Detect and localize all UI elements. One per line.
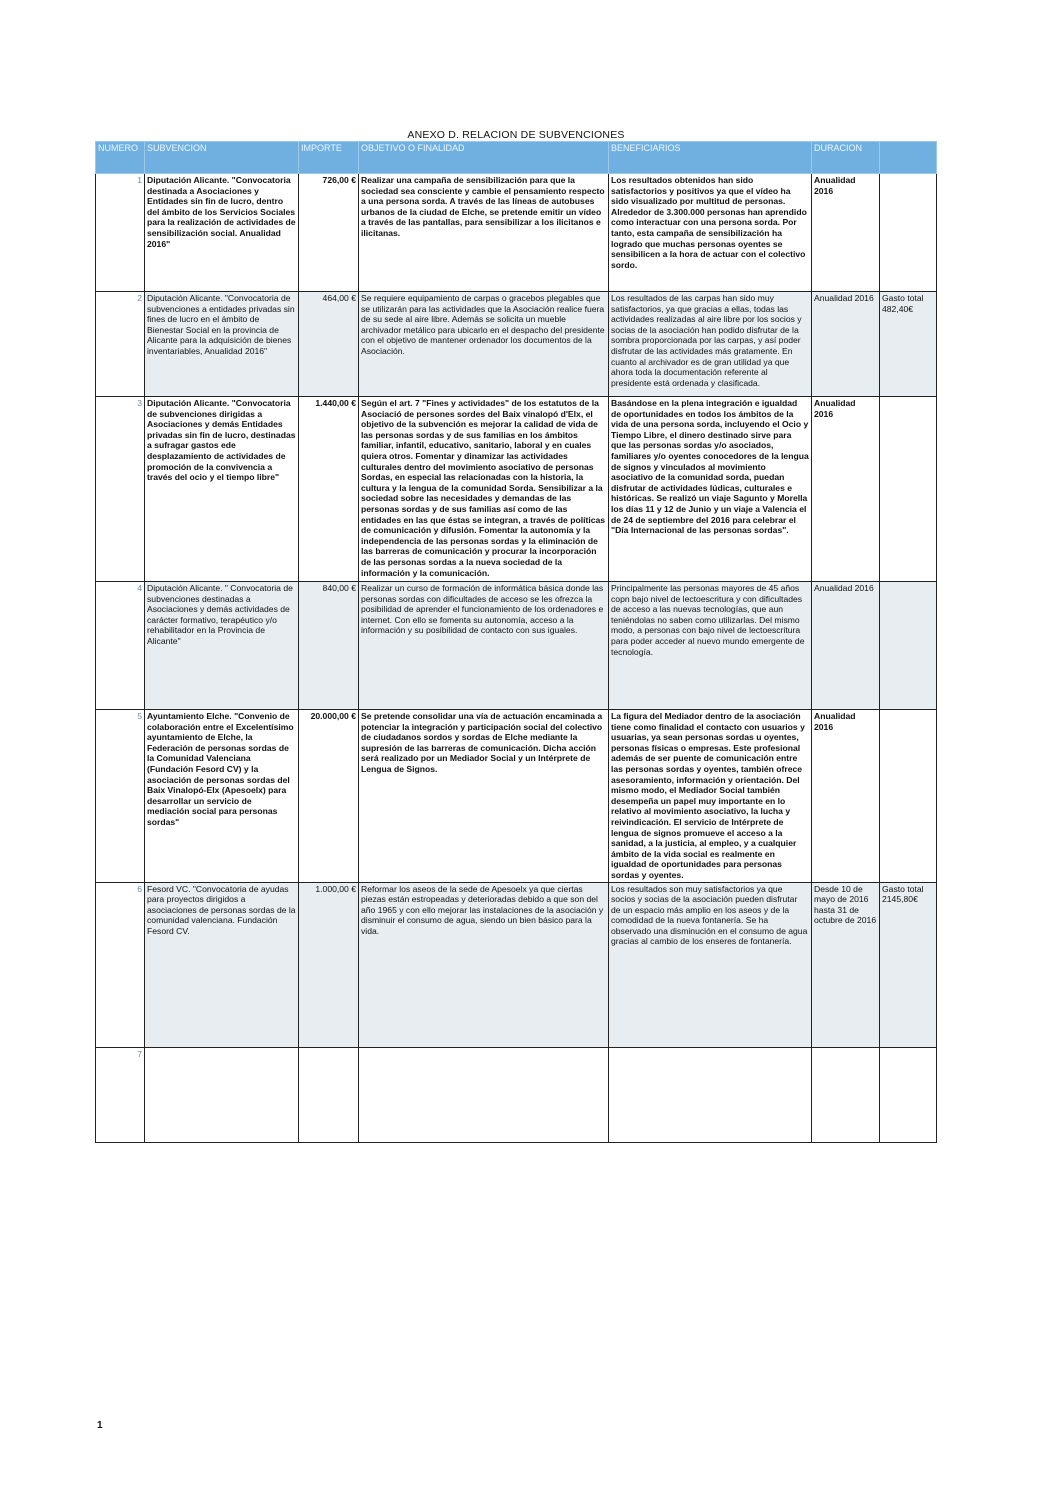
- subvenciones-table: [95, 141, 937, 1143]
- cell-objetivo: Realizar un curso de formación de informática básica donde las personas sordas con dificultades de acceso se les ofrezca la posibilidad de aprender el funcionamiento de los ordenadores e internet. Con ello se fomenta su autonomía, acceso a la información y su posibilidad de contacto con sus iguales.: [359, 582, 609, 710]
- cell-objetivo: Se pretende consolidar una vía de actuación encaminada a potenciar la integración y participación social del colectivo de ciudadanos sordos y sordas de Elche mediante la supresión de las barreras de comunicación. Dicha acción será realizado por un Mediador Social y un Intérprete de Lengua de Signos.: [359, 710, 609, 883]
- cell-objetivo: Se requiere equipamiento de carpas o gracebos plegables que se utilizarán para las actividades que la Asociación realice fuera de su sede al aire libre. Además se solicita un mueble archivador metálico para ubicarlo en el despacho del presidente con el objetivo de mantener ordenador los documentos de la Asociación.: [359, 292, 609, 397]
- cell-numero: 5: [96, 710, 145, 883]
- cell-extra: [880, 710, 937, 883]
- document-title: ANEXO D. RELACION DE SUBVENCIONES: [407, 129, 625, 141]
- cell-importe: [299, 1047, 359, 1142]
- cell-subvencion: [145, 1047, 299, 1142]
- table-row: [96, 882, 937, 1047]
- cell-subvencion: Diputación Alicante. "Convocatoria de subvenciones dirigidas a Asociaciones y demás Entidades privadas sin fin de lucro, destinadas a sufragar gastos ede desplazamiento de actividades de promoción de la convivencia a través del ocio y el tiempo libre": [145, 397, 299, 582]
- cell-beneficiarios: [609, 1047, 812, 1142]
- cell-importe: 840,00 €: [299, 582, 359, 710]
- table-header-row: [96, 142, 937, 174]
- cell-objetivo: Realizar una campaña de sensibilización para que la sociedad sea consciente y cambie el pensamiento respecto a una persona sorda. A través de las líneas de autobuses urbanos de la ciudad de Elche, se pretende emitir un vídeo a través de las pantallas, para sensibilizar a los ilicitanos e ilicitanas.: [359, 174, 609, 292]
- cell-duracion: [812, 1047, 880, 1142]
- cell-duracion: Anualidad 2016: [812, 397, 880, 582]
- cell-beneficiarios: La figura del Mediador dentro de la asociación tiene como finalidad el contacto con usuarios y usuarias, ya sean personas sordas u oyentes, personas físicas o empresas. Este profesional además de ser puente de comunicación entre las personas sordas y oyentes, también ofrece asesoramiento, información y orientación. Del mismo modo, el Mediador Social también desempeña un papel muy importante en lo relativo al movimiento asociativo, la lucha y reivindicación. El servicio de Intérprete de lengua de signos promueve el acceso a la sanidad, a la justicia, al empleo, y a cualquier ámbito de la vida social es realmente en igualdad de oportunidades para personas sordas y oyentes.: [609, 710, 812, 883]
- cell-numero: 7: [96, 1047, 145, 1142]
- cell-duracion: Anualidad 2016: [812, 582, 880, 710]
- cell-beneficiarios: Principalmente las personas mayores de 45 años copn bajo nivel de lectoescritura y con dificultades de acceso a las nuevas tecnologías, que aun teniéndolas no saben como utilizarlas. Del mismo modo, a personas con bajo nivel de lectoescritura para poder acceder al nuevo mundo emergente de tecnología.: [609, 582, 812, 710]
- cell-importe: 464,00 €: [299, 292, 359, 397]
- cell-subvencion: Ayuntamiento Elche. "Convenio de colaboración entre el Excelentísimo ayuntamiento de Elche, la Federación de personas sordas de la Comunidad Valenciana (Fundación Fesord CV) y la asociación de personas sordas del Baix Vinalopó-Elx (Apesoelx) para desarrollar un servicio de mediación social para personas sordas": [145, 710, 299, 883]
- table-row: [96, 174, 937, 292]
- header-numero: NUMERO: [96, 142, 145, 174]
- cell-beneficiarios: Los resultados obtenidos han sido satisfactorios y positivos ya que el vídeo ha sido visualizado por multitud de personas. Alrededor de 3.300.000 personas han aprendido como interactuar con una persona sorda. Por tanto, esta campaña de sensibilización ha logrado que muchas personas oyentes se sensibilicen a la hora de actuar con el colectivo sordo.: [609, 174, 812, 292]
- cell-numero: 2: [96, 292, 145, 397]
- cell-subvencion: Diputación Alicante. " Convocatoria de subvenciones destinadas a Asociaciones y demás actividades de carácter formativo, terapéutico y/o rehabilitador en la Provincia de Alicante": [145, 582, 299, 710]
- page-number: 1: [97, 1420, 103, 1431]
- header-importe: IMPORTE: [299, 142, 359, 174]
- cell-importe: 1.440,00 €: [299, 397, 359, 582]
- cell-beneficiarios: Los resultados de las carpas han sido muy satisfactorios, ya que gracias a ellas, todas las actividades realizadas al aire libre por los socios y socias de la asociación han podido disfrutar de la sombra proporcionada por las carpas, y así poder disfrutar de las actividades más gratamente. En cuanto al archivador es de gran utilidad ya que ahora toda la documentación referente al presidente está ordenada y clasificada.: [609, 292, 812, 397]
- cell-extra: Gasto total 2145,80€: [880, 882, 937, 1047]
- cell-beneficiarios: Basándose en la plena integración e igualdad de oportunidades en todos los ámbitos de la vida de una persona sorda, incluyendo el Ocio y Tiempo Libre, el dinero destinado sirve para que las personas sordas y/o asociados, familiares y/o oyentes conocedores de la lengua de signos y vinculados al movimiento asociativo de la comunidad sorda, puedan disfrutar de actividades lúdicas, culturales e históricas. Se realizó un viaje Sagunto y Morella los días 11 y 12 de Junio y un viaje a Valencia el de 24 de septiembre del 2016 para celebrar el "Día Internacional de las personas sordas".: [609, 397, 812, 582]
- cell-subvencion: Diputación Alicante. "Convocatoria destinada a Asociaciones y Entidades sin fin de lucro, dentro del ámbito de los Servicios Sociales para la realización de actividades de sensibilización social. Anualidad 2016": [145, 174, 299, 292]
- header-objetivo: OBJETIVO O FINALIDAD: [359, 142, 609, 174]
- cell-numero: 4: [96, 582, 145, 710]
- cell-objetivo: [359, 1047, 609, 1142]
- cell-numero: 6: [96, 882, 145, 1047]
- cell-importe: 20.000,00 €: [299, 710, 359, 883]
- cell-duracion: Anualidad 2016: [812, 174, 880, 292]
- cell-extra: [880, 174, 937, 292]
- cell-importe: 726,00 €: [299, 174, 359, 292]
- header-beneficiarios: BENEFICIARIOS: [609, 142, 812, 174]
- table-row: [96, 1047, 937, 1142]
- cell-numero: 3: [96, 397, 145, 582]
- header-extra: [880, 142, 937, 174]
- header-duracion: DURACION: [812, 142, 880, 174]
- cell-beneficiarios: Los resultados son muy satisfactorios ya que socios y socias de la asociación pueden disfrutar de un espacio más amplio en los aseos y de la comodidad de la nueva fontanería. Se ha observado una disminución en el consumo de agua gracias al cambio de los enseres de fontanería.: [609, 882, 812, 1047]
- cell-importe: 1.000,00 €: [299, 882, 359, 1047]
- cell-objetivo: Según el art. 7 "Fines y actividades" de los estatutos de la Asociació de persones sordes del Baix vinalopó d'Elx, el objetivo de la subvención es mejorar la calidad de vida de las personas sordas y de sus familias en los ámbitos familiar, infantil, educativo, sanitario, laboral y en cuales quiera otros. Fomentar y dinamizar las actividades culturales dentro del movimiento asociativo de personas Sordas, en especial las relacionadas con la historia, la cultura y la lengua de la comunidad Sorda. Sensibilizar a la sociedad sobre las necesidades y demandas de las personas sordas y de sus familias así como de las entidades en las que éstas se integran, a través de políticas de comunicación y difusión. Fomentar la autonomía y la independencia de las personas sordas y la eliminación de las barreras de comunicación y procurar la incorporación de las personas sordas a la nueva sociedad de la información y la comunicación.: [359, 397, 609, 582]
- table-row: [96, 582, 937, 710]
- cell-numero: 1: [96, 174, 145, 292]
- cell-subvencion: Diputación Alicante. "Convocatoria de subvenciones a entidades privadas sin fines de lucro en el ámbito de Bienestar Social en la provincia de Alicante para la adquisición de bienes inventariables, Anualidad 2016": [145, 292, 299, 397]
- cell-duracion: Anualidad 2016: [812, 292, 880, 397]
- table-row: [96, 710, 937, 883]
- table-row: [96, 397, 937, 582]
- cell-subvencion: Fesord VC. "Convocatoria de ayudas para proyectos dirigidos a asociaciones de personas sordas de la comunidad valenciana. Fundación Fesord CV.: [145, 882, 299, 1047]
- cell-objetivo: Reformar los aseos de la sede de Apesoelx ya que ciertas piezas están estropeadas y deterioradas debido a que son del año 1965 y con ello mejorar las instalaciones de la asociación y disminuir el consumo de agua, siendo un bien básico para la vida.: [359, 882, 609, 1047]
- cell-duracion: Anualidad 2016: [812, 710, 880, 883]
- cell-extra: [880, 1047, 937, 1142]
- cell-extra: [880, 582, 937, 710]
- table-row: [96, 292, 937, 397]
- cell-duracion: Desde 10 de mayo de 2016 hasta 31 de octubre de 2016: [812, 882, 880, 1047]
- cell-extra: Gasto total 482,40€: [880, 292, 937, 397]
- header-subvencion: SUBVENCION: [145, 142, 299, 174]
- cell-extra: [880, 397, 937, 582]
